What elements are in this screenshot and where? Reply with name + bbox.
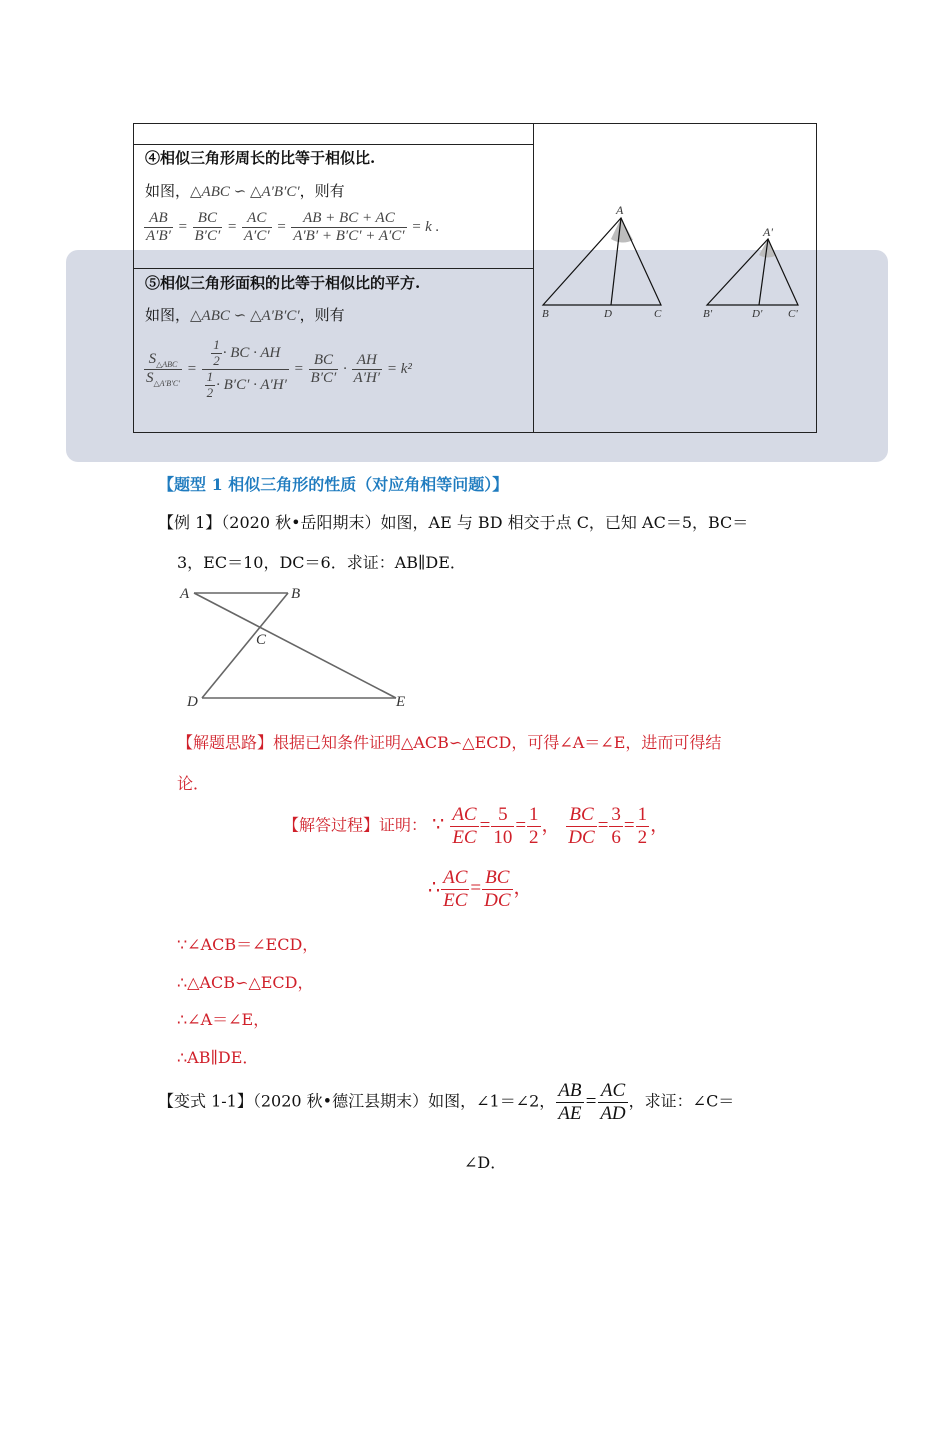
triangle-a-prime [707,239,798,305]
example1-text: （2020 秋•岳阳期末）如图，AE 与 BD 相交于点 C，已知 AC＝5，BC＝ [221,513,749,532]
idea-text: 根据已知条件证明△ACB∽△ECD，可得∠A＝∠E，进而可得结 [273,733,722,752]
process-proof: 证明： [379,815,428,835]
segment-ae [194,593,396,698]
example1-line2: 3，EC＝10，DC＝6．求证：AB∥DE． [177,553,466,572]
triangle-abc [543,218,661,305]
prop5-relation: △ABC ∽ △A′B′C′ [190,308,300,324]
prop4-title: ④相似三角形周长的比等于相似比. [145,149,376,167]
section-heading: 【题型 1 相似三角形的性质（对应角相等问题）】 [158,475,509,494]
example1-label: 【例 1】 [158,513,222,532]
prop4-then: ，则有 [299,182,345,200]
prop4-lead: 如图， [145,182,191,200]
label-b: B [542,308,549,320]
segment-bd [202,593,288,698]
angle-sector [611,218,633,242]
fraction: $\frac{AB + BC + AC}{A'B' + B'C' + A'C'}$ [293,210,405,245]
because-symbol: ∵ [432,814,445,836]
process-line2: ∴ $\frac{AC}{EC}$ = $\frac{BC}{DC}$ ， [428,867,533,911]
process-line1 [283,804,669,849]
prop5-then: ，则有 [299,306,345,324]
prop4-relation: △ABC ∽ △A′B′C′ [190,184,300,200]
variant-text2: ，求证：∠C＝ [628,1091,735,1111]
label-b: B [291,586,301,602]
proof-step: ∵∠ACB＝∠ECD， [177,935,319,954]
fraction: $\frac{AB}{A'B'}$ [146,210,171,245]
therefore-symbol: ∴ [428,877,441,899]
example1-figure [178,582,418,712]
process-label: 【解答过程】 [283,815,380,835]
prop4-statement [145,180,345,201]
table-row-divider [133,144,533,145]
fraction: $\frac{AC}{A'C'}$ [243,210,270,245]
label-d-prime: D' [752,308,763,320]
label-c: C [256,632,267,648]
fraction: $\frac{AH}{A'H'}$ [353,351,381,386]
variant-label: 【变式 1-1】 [158,1091,253,1111]
variant-formula: $\frac{AB}{AE}$ = $\frac{AC}{AD}$ [558,1080,626,1124]
proof-step: ∴∠A＝∠E， [177,1010,270,1029]
label-b-prime: B' [703,308,713,320]
prop4-formula: $\frac{AB}{A'B'}$ = $\frac{BC}{B'C'}$ = $\frac{AC}{A'C'}$ = $\frac{AB + BC + AC}{A'B' + B'C' + A'C'}$ = k . [146,210,440,245]
fraction: $\frac{BC}{B'C'}$ [194,210,221,245]
example1-line1 [158,510,748,533]
prop5-formula: $\frac{S_{\triangle ABC}}{S_{\triangle A'B'C'}}$ = $\frac{1}{2}$ · BC · AH $\frac{1}{2}$ · B′C′ · A′H′ = $\frac{BC}{B'C'}$ · $\frac{AH}{A'H'}$ = k² [146,337,412,400]
idea-line2: 论． [177,774,210,793]
table-row-divider [133,268,533,269]
variant-line1 [158,1080,734,1125]
proof-step: ∴△ACB∽△ECD， [177,973,314,992]
prop5-title: ⑤相似三角形面积的比等于相似比的平方. [145,274,421,292]
label-a: A [180,586,190,602]
area-ratio: $\frac{S_{\triangle ABC}}{S_{\triangle A'B'C'}}$ [146,350,181,388]
variant-line2: ∠D． [464,1153,507,1172]
label-c: C [654,308,662,320]
prop5-statement [145,304,345,325]
label-d: D [187,694,198,710]
label-a-prime: A' [763,225,773,239]
idea-line1 [177,730,721,753]
fraction: $\frac{BC}{B'C'}$ [310,351,337,386]
prop5-lead: 如图， [145,306,191,324]
formula-1: $\frac{AC}{EC}$ = $\frac{5}{10}$ = $\frac{1}{2}$ ， $\frac{BC}{DC}$ = $\frac{3}{6}$ = $\frac{1}{2}$ ， [452,804,670,848]
proof-step: ∴AB∥DE． [177,1048,259,1067]
label-e: E [396,694,406,710]
similar-triangles-figure [534,195,816,325]
label-c-prime: C' [788,308,798,320]
half-base-height-ratio: $\frac{1}{2}$ · BC · AH $\frac{1}{2}$ · B′C′ · A′H′ [202,338,289,401]
idea-label: 【解题思路】 [177,733,274,752]
label-d: D [604,308,612,320]
variant-text1: （2020 秋•德江县期末）如图，∠1＝∠2， [252,1091,556,1111]
label-a: A [616,203,624,217]
